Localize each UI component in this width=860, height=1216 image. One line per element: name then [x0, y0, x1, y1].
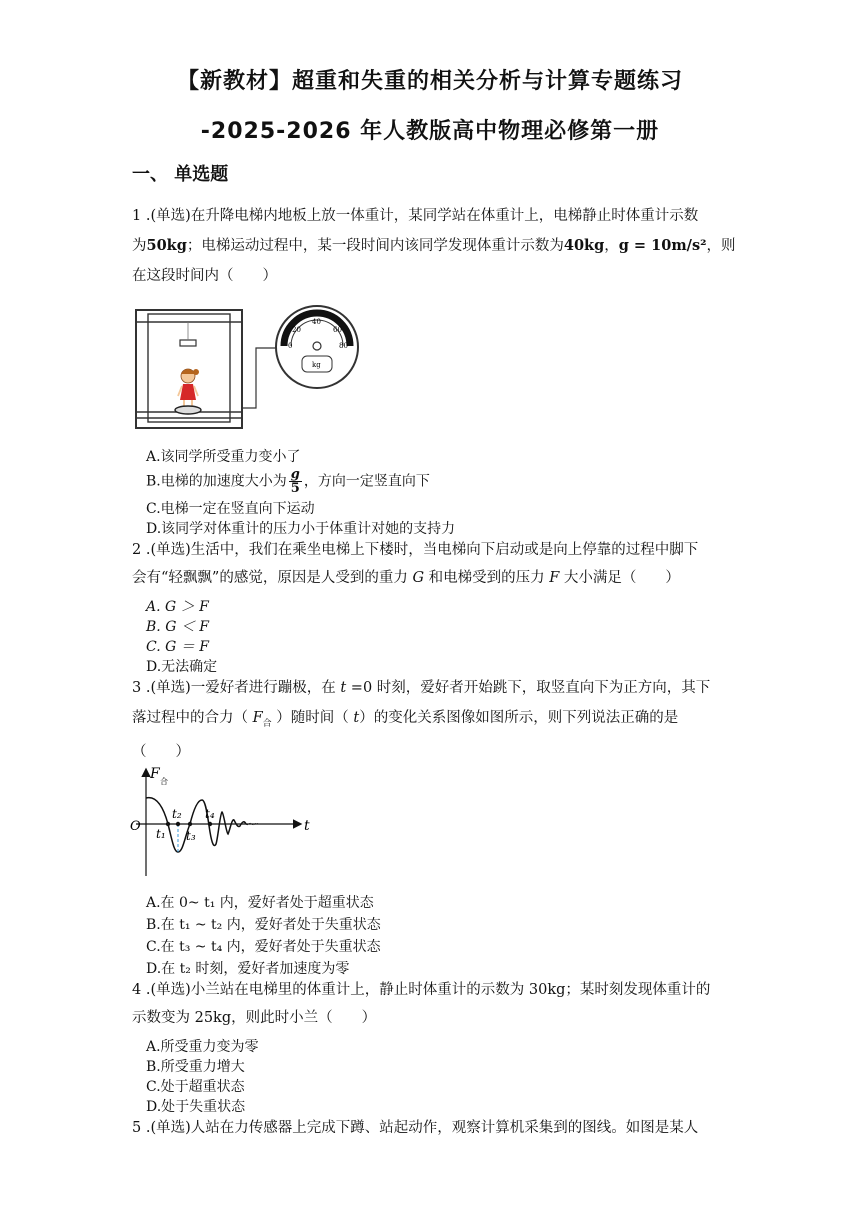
label-t4: t₄	[205, 807, 215, 821]
q3-option-a: A.在 0~ t₁ 内，爱好者处于超重状态	[146, 895, 374, 911]
q3-stem-line3: （ ）	[132, 744, 190, 760]
q2-stem-line1: 2 .(单选)生活中，我们在乘坐电梯上下楼时，当电梯向下启动或是向上停靠的过程中脚下	[132, 542, 699, 558]
q1-option-a: A.该同学所受重力变小了	[146, 449, 301, 465]
dial-tick-60: 60	[333, 326, 342, 334]
label-t2: t₂	[172, 807, 182, 821]
origin-label: O	[130, 819, 141, 834]
q1-mass-moving: 40kg	[563, 237, 605, 254]
label-t1: t₁	[156, 827, 166, 841]
point-t1	[166, 822, 170, 826]
q2-option-d: D.无法确定	[146, 659, 218, 675]
point-t3	[188, 822, 192, 826]
dial-tick-40: 40	[312, 318, 321, 326]
q2-option-a: A. G ＞ F	[146, 599, 209, 615]
q1-mass-static: 50kg	[146, 237, 187, 254]
girl-figure	[178, 369, 199, 408]
q1-stem-line1: 1 .(单选)在升降电梯内地板上放一体重计，某同学站在体重计上，电梯静止时体重计示数	[132, 208, 699, 224]
point-t2	[176, 822, 180, 826]
q3-option-c: C.在 t₃ ~ t₄ 内，爱好者处于失重状态	[146, 939, 381, 955]
x-axis-label: t	[304, 818, 310, 834]
q2-option-b: B. G ＜ F	[146, 619, 209, 635]
q1-stem-line2: 为50kg；电梯运动过程中，某一段时间内该同学发现体重计示数为40kg，g = 10m/s²，则	[132, 237, 736, 254]
doc-title-line1: 【新教材】超重和失重的相关分析与计算专题练习	[176, 69, 683, 94]
q5-stem-line1: 5 .(单选)人站在力传感器上完成下蹲、站起动作，观察计算机采集到的图线。如图是某人	[132, 1120, 699, 1136]
weighing-scale	[175, 406, 201, 414]
label-t3: t₃	[186, 829, 196, 843]
q1-fraction: $\frac{g}{5}$	[290, 467, 300, 496]
q1-option-d: D.该同学对体重计的压力小于体重计对她的支持力	[146, 521, 456, 537]
q3-stem-line2: 落过程中的合力（ $F_合$ ）随时间（ t）的变化关系图像如图所示，则下列说法正确的是	[132, 710, 679, 729]
q1-gravity-value: g = 10m/s²	[618, 237, 707, 254]
q3-stem-line1: 3 .(单选)一爱好者进行蹦极，在 t =0 时刻，爱好者开始跳下，取竖直向下为正方向，其下	[132, 680, 711, 696]
q3-option-d: D.在 t₂ 时刻，爱好者加速度为零	[146, 961, 350, 977]
y-axis-sub: 合	[160, 777, 168, 786]
q1-stem-line3: 在这段时间内（ ）	[132, 268, 277, 284]
q1-option-b: B.电梯的加速度大小为 $\frac{g}{5}$ ，方向一定竖直向下	[146, 467, 430, 496]
dial-tick-0: 0	[288, 342, 293, 350]
dial-unit: kg	[312, 361, 321, 369]
dial-tick-20: 20	[292, 326, 301, 334]
doc-title-line2: -2025-2026 年人教版高中物理必修第一册	[200, 119, 660, 144]
force-curve	[146, 798, 246, 852]
q4-option-d: D.处于失重状态	[146, 1099, 246, 1115]
q4-stem-line1: 4 .(单选)小兰站在电梯里的体重计上，静止时体重计的示数为 30kg；某时刻发现体重计的	[132, 982, 711, 998]
q3-option-b: B.在 t₁ ~ t₂ 内，爱好者处于失重状态	[146, 917, 381, 933]
dial-tick-80: 80	[339, 342, 348, 350]
point-t4	[208, 822, 212, 826]
q4-stem-line2: 示数变为 25kg，则此时小兰（ ）	[132, 1010, 377, 1026]
q1-option-c: C.电梯一定在竖直向下运动	[146, 501, 315, 517]
y-axis-label: F	[150, 766, 160, 782]
q4-option-c: C.处于超重状态	[146, 1079, 245, 1095]
q4-option-b: B.所受重力增大	[146, 1059, 245, 1075]
q4-option-a: A.所受重力变为零	[146, 1039, 259, 1055]
q2-stem-line2: 会有“轻飘飘”的感觉，原因是人受到的重力 G 和电梯受到的压力 F 大小满足（ ）	[132, 570, 680, 586]
q2-option-c: C. G ＝ F	[146, 639, 209, 655]
q3-force-time-graph	[128, 764, 320, 882]
section-heading: 一、 单选题	[132, 164, 229, 185]
q1-elevator-figure	[134, 300, 362, 432]
scale-dial	[276, 306, 358, 388]
